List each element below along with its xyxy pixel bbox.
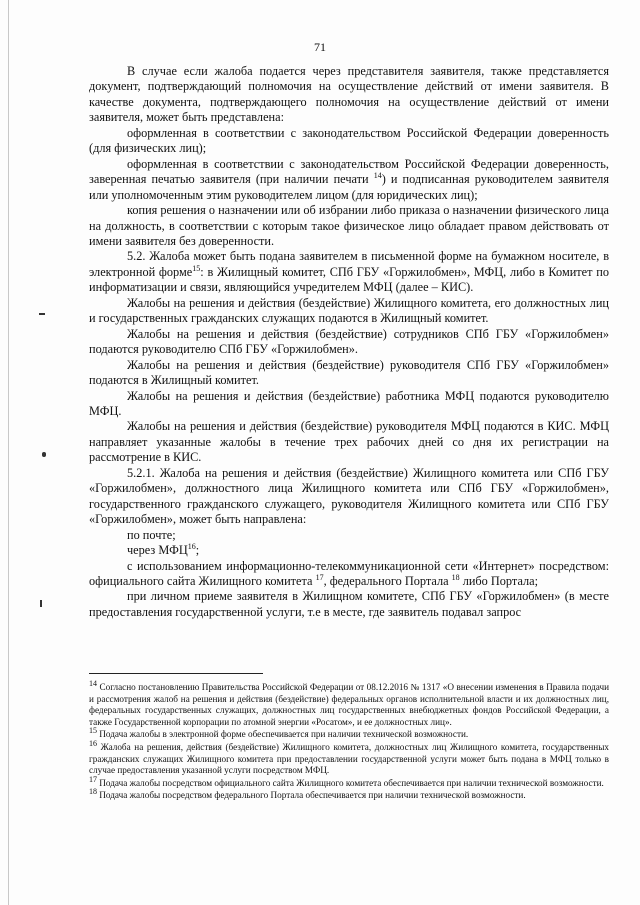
footnote [89, 738, 609, 777]
footnote-ref: 17 [315, 572, 324, 582]
footnote-ref: 14 [373, 171, 382, 181]
footnote-number: 16 [89, 738, 97, 748]
text-run: ) и подписанная руководителем заявителя или уполномоченным этим руководителем лицом (для юридических лиц); [89, 172, 609, 202]
text-run: : в Жилищный комитет, СПб ГБУ «Горжилобмен», МФЦ, либо в Комитет по информатизации и связи, являющийся учредителем МФЦ (далее – КИС). [89, 264, 609, 295]
paragraph: по почте; [127, 527, 176, 542]
page-number: 71 [314, 40, 326, 54]
paragraph: В случае если жалоба подается через представителя заявителя, также представляется документ, подтверждающий полномочия на осуществление действий от имени заявителя. В качестве документа, подтверждающего полномочия на осуществление действий от имени заявителя, может быть представлена: [89, 64, 609, 125]
footnotes [89, 678, 610, 803]
footnote-text: Подача жалобы в электронной форме обеспечивается при наличии технической возможности. [99, 729, 469, 740]
footnote-ref: 18 [451, 572, 460, 582]
text-run: либо Портала; [462, 573, 539, 588]
text-run: ; [195, 543, 200, 558]
footnote-ref: 16 [187, 541, 196, 551]
paragraph: Жалобы на решения и действия (бездействие) руководителя МФЦ подаются в КИС. МФЦ направляет указанные жалобы в течение трех рабочих дней со дня их регистрации на рассмотрение в КИС. [89, 419, 609, 465]
paragraph: Жалобы на решения и действия (бездействие) Жилищного комитета, его должностных лиц и государственных гражданских служащих подаются в Жилищный комитет. [89, 295, 609, 326]
scan-mark [40, 600, 42, 607]
footnote-number: 17 [89, 774, 97, 784]
footnote-number: 18 [89, 787, 97, 797]
paragraph: оформленная в соответствии с законодательством Российской Федерации доверенность (для физических лиц); [89, 125, 609, 156]
footnote-number: 15 [89, 726, 97, 736]
main-text [89, 64, 609, 620]
footnote-text: Подача жалобы посредством федерального Портала обеспечивается при наличии технической возможности. [99, 790, 526, 801]
footnote [89, 726, 609, 741]
paragraph: 5.2.1. Жалоба на решения и действия (бездействие) Жилищного комитета или СПб ГБУ «Горжилобмен», должностного лица Жилищного комитета или СПб ГБУ «Горжилобмен», государственного гражданского служащего, руководителя Жилищного комитета или СПб ГБУ «Горжилобмен», может быть направлена: [89, 465, 609, 527]
footnote-ref: 15 [192, 263, 201, 273]
footnote-text: Согласно постановлению Правительства Российской Федерации от 08.12.2016 № 1317 «О внесении изменения в Правила подачи и рассмотрения жалоб на решения и действия (бездействие) федеральных органов исполнительной власти и их должностных лиц, федеральных государственных служащих, должностных лиц государственных внебюджетных фондов Российской Федерации, а также Государственной корпорации по атомной энергии «Росатом», и ее должностных лиц». [89, 682, 610, 727]
scan-mark [39, 313, 45, 315]
paragraph: Жалобы на решения и действия (бездействие) руководителя СПб ГБУ «Горжилобмен» подаются в Жилищный комитет. [89, 357, 609, 388]
footnote [89, 787, 609, 802]
footnote-text: Жалоба на решения, действия (бездействие) Жилищного комитета, должностных лиц Жилищного комитета, государственных гражданских служащих Жилищного комитета при предоставлении государственной услуги может быть подана в МФЦ только в случае предоставления указанной услуги посредством МФЦ. [89, 741, 609, 776]
footnote-text: Подача жалобы посредством официального сайта Жилищного комитета обеспечивается при наличии технической возможности. [99, 777, 604, 788]
text-run: с использованием информационно-телекоммуникационной сети «Интернет» посредством: официального сайта Жилищного комитета [89, 558, 609, 588]
scan-dot [42, 452, 46, 457]
paragraph: при личном приеме заявителя в Жилищном комитете, СПб ГБУ «Горжилобмен» (в месте предоставления государственной услуги, т.е в месте, где заявитель подавал запрос [89, 589, 609, 619]
paragraph [89, 249, 609, 295]
paragraph: Жалобы на решения и действия (бездействие) работника МФЦ подаются руководителю МФЦ. [89, 388, 609, 418]
footnote-number: 14 [89, 678, 97, 688]
text-run: 5.2. Жалоба может быть подана заявителем в письменной форме на бумажном носителе, в электронной форме [89, 249, 609, 279]
scan-edge-line [8, 0, 9, 905]
text-run: через МФЦ [127, 543, 188, 558]
text-run: , федерального Портала [323, 573, 449, 588]
footnote [89, 774, 609, 790]
text-run: оформленная в соответствии с законодательством Российской Федерации доверенность, заверенная печатью заявителя (при наличии печати [89, 156, 609, 187]
paragraph: Жалобы на решения и действия (бездействие) сотрудников СПб ГБУ «Горжилобмен» подаются руководителю СПб ГБУ «Горжилобмен». [89, 326, 609, 357]
paragraph [89, 559, 609, 590]
footnote-separator [89, 673, 263, 674]
footnote [89, 678, 610, 728]
paragraph [89, 543, 609, 558]
paragraph: копия решения о назначении или об избрании либо приказа о назначении физического лица на должность, в соответствии с которым такое физическое лицо обладает правом действовать от имени заявителя без доверенности. [89, 203, 609, 248]
paragraph [89, 157, 609, 203]
